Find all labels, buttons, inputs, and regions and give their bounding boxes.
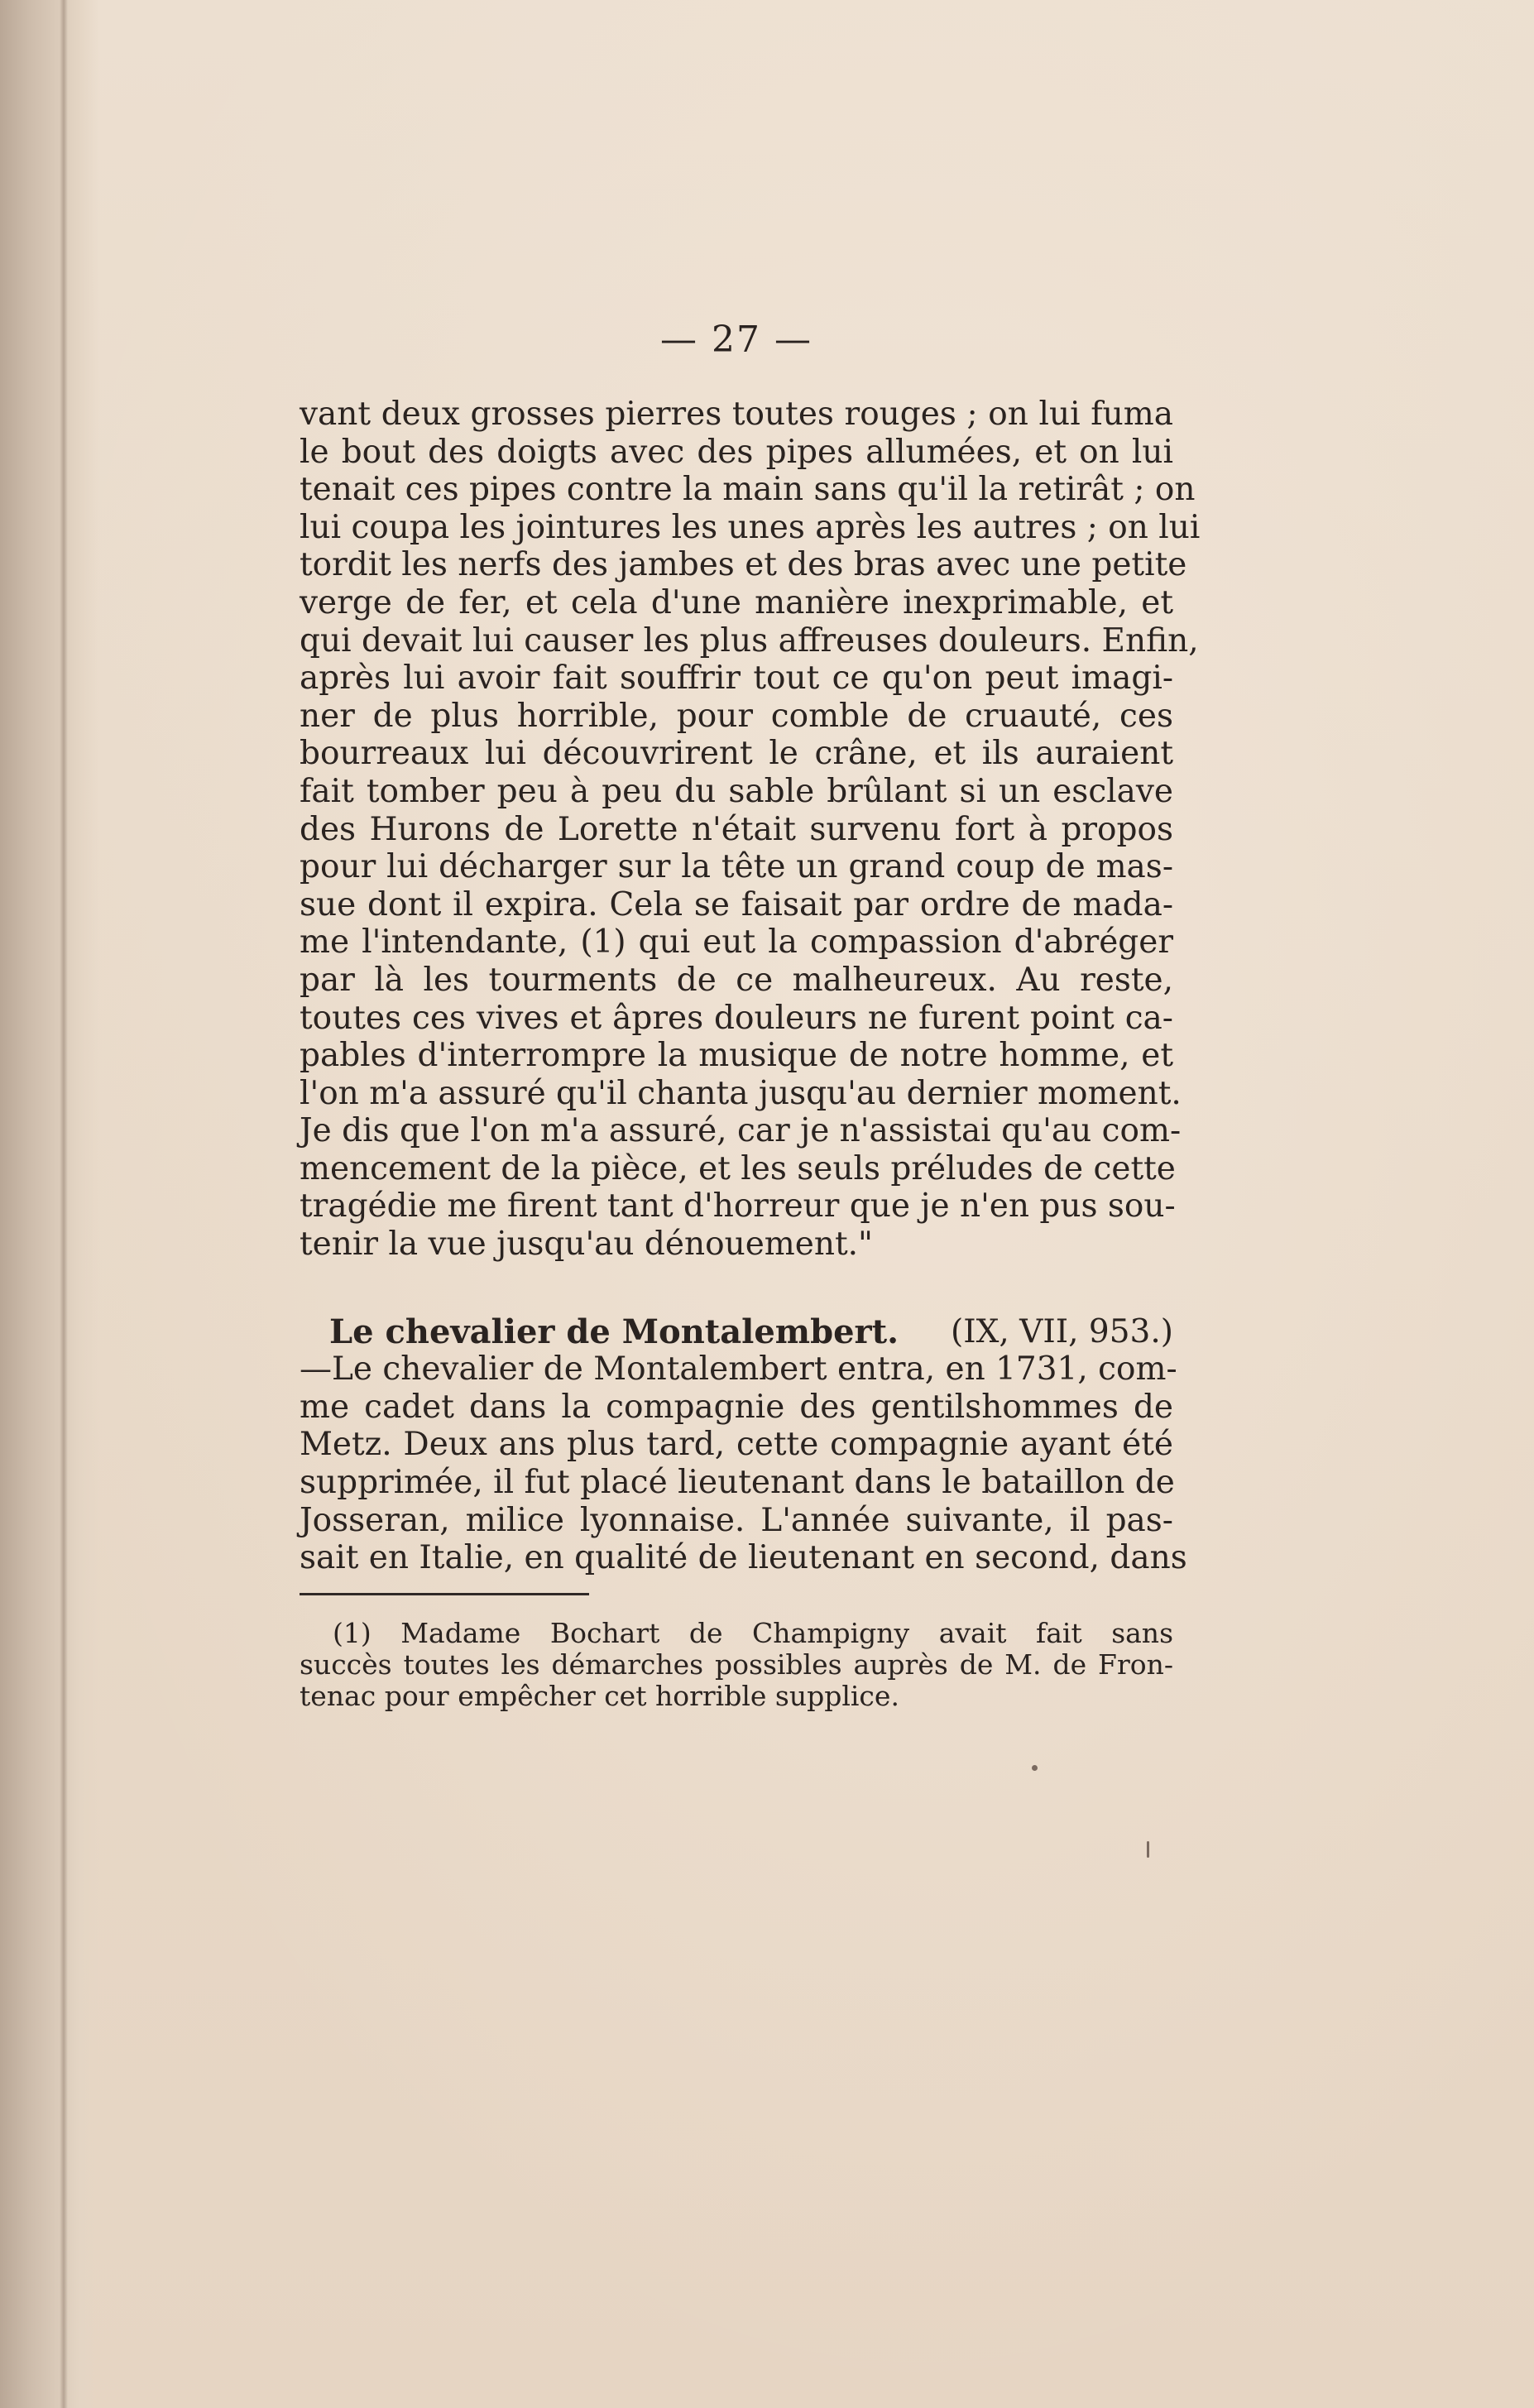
entry-title: Le chevalier de Montalembert. [329,1312,899,1351]
footnote-line: (1) Madame Bochart de Champigny avait fait sans [333,1617,1173,1649]
text-line: supprimée, il fut placé lieutenant dans le bataillon de [300,1464,1175,1502]
text-line: lui coupa les jointures les unes après les autres ; on lui [300,508,1201,546]
paragraph-gap [300,1264,1173,1313]
main-text [300,396,1201,1577]
text-line: fait tomber peu à peu du sable brûlant si un esclave [300,772,1173,810]
text-line: verge de fer, et cela d'une manière inexprimable, et [300,583,1173,621]
text-line: tordit les nerfs des jambes et des bras avec une petite [300,546,1187,584]
text-line: ner de plus horrible, pour comble de cruauté, ces [300,697,1173,735]
text-line: le bout des doigts avec des pipes allumées, et on lui [300,433,1173,471]
footnote-rule [300,1593,589,1595]
text-line: sue dont il expira. Cela se faisait par ordre de mada- [300,885,1173,923]
text-line: me l'intendante, (1) qui eut la compassion d'abréger [300,923,1173,962]
footnote-line: succès toutes les démarches possibles auprès de M. de Fron- [300,1648,1173,1681]
text-line: sait en Italie, en qualité de lieutenant en second, dans [300,1539,1187,1577]
text-line: qui devait lui causer les plus affreuses douleurs. Enfin, [300,621,1199,660]
text-line: Josseran, milice lyonnaise. L'année suivante, il pas- [300,1501,1173,1539]
text-line: vant deux grosses pierres toutes rouges ; on lui fuma [300,396,1173,433]
text-line: pables d'interrompre la musique de notre homme, et [300,1037,1173,1075]
entry-reference: (IX, VII, 953.) [950,1312,1173,1350]
footnote [300,1618,1173,1712]
binding-crease [60,0,68,2408]
text-line: après lui avoir fait souffrir tout ce qu'on peut imagi- [300,660,1173,698]
text-line: pour lui décharger sur la tête un grand coup de mas- [300,848,1173,886]
paragraph-continuation [300,396,1201,1264]
paper-speck [1032,1765,1038,1771]
entry-heading [300,1313,1173,1351]
text-line: tenir la vue jusqu'au dénouement." [300,1226,873,1264]
text-line: mencement de la pièce, et les seuls préludes de cette [300,1149,1176,1187]
text-line: tenait ces pipes contre la main sans qu'il la retirât ; on [300,471,1196,509]
book-binding-shadow [0,0,99,2408]
text-line: l'on m'a assuré qu'il chanta jusqu'au dernier moment. [300,1074,1182,1112]
text-line: Je dis que l'on m'a assuré, car je n'assistai qu'au com- [300,1112,1182,1150]
page-number: — 27 — [660,319,813,361]
text-line: —Le chevalier de Montalembert entra, en 1731, com- [300,1350,1177,1389]
text-line: bourreaux lui découvrirent le crâne, et ils auraient [300,735,1173,773]
paper-speck [1147,1841,1149,1858]
text-line: toutes ces vives et âpres douleurs ne furent point ca- [300,999,1173,1037]
entry-montalembert [300,1312,1187,1577]
text-line: me cadet dans la compagnie des gentilshommes de [300,1388,1173,1426]
footnote-line: tenac pour empêcher cet horrible supplice. [300,1680,899,1712]
text-line: tragédie me firent tant d'horreur que je n'en pus sou- [300,1187,1176,1226]
text-line: par là les tourments de ce malheureux. Au reste, [300,961,1173,999]
text-line: des Hurons de Lorette n'était survenu fort à propos [300,810,1173,848]
text-line: Metz. Deux ans plus tard, cette compagnie ayant été [300,1426,1173,1464]
